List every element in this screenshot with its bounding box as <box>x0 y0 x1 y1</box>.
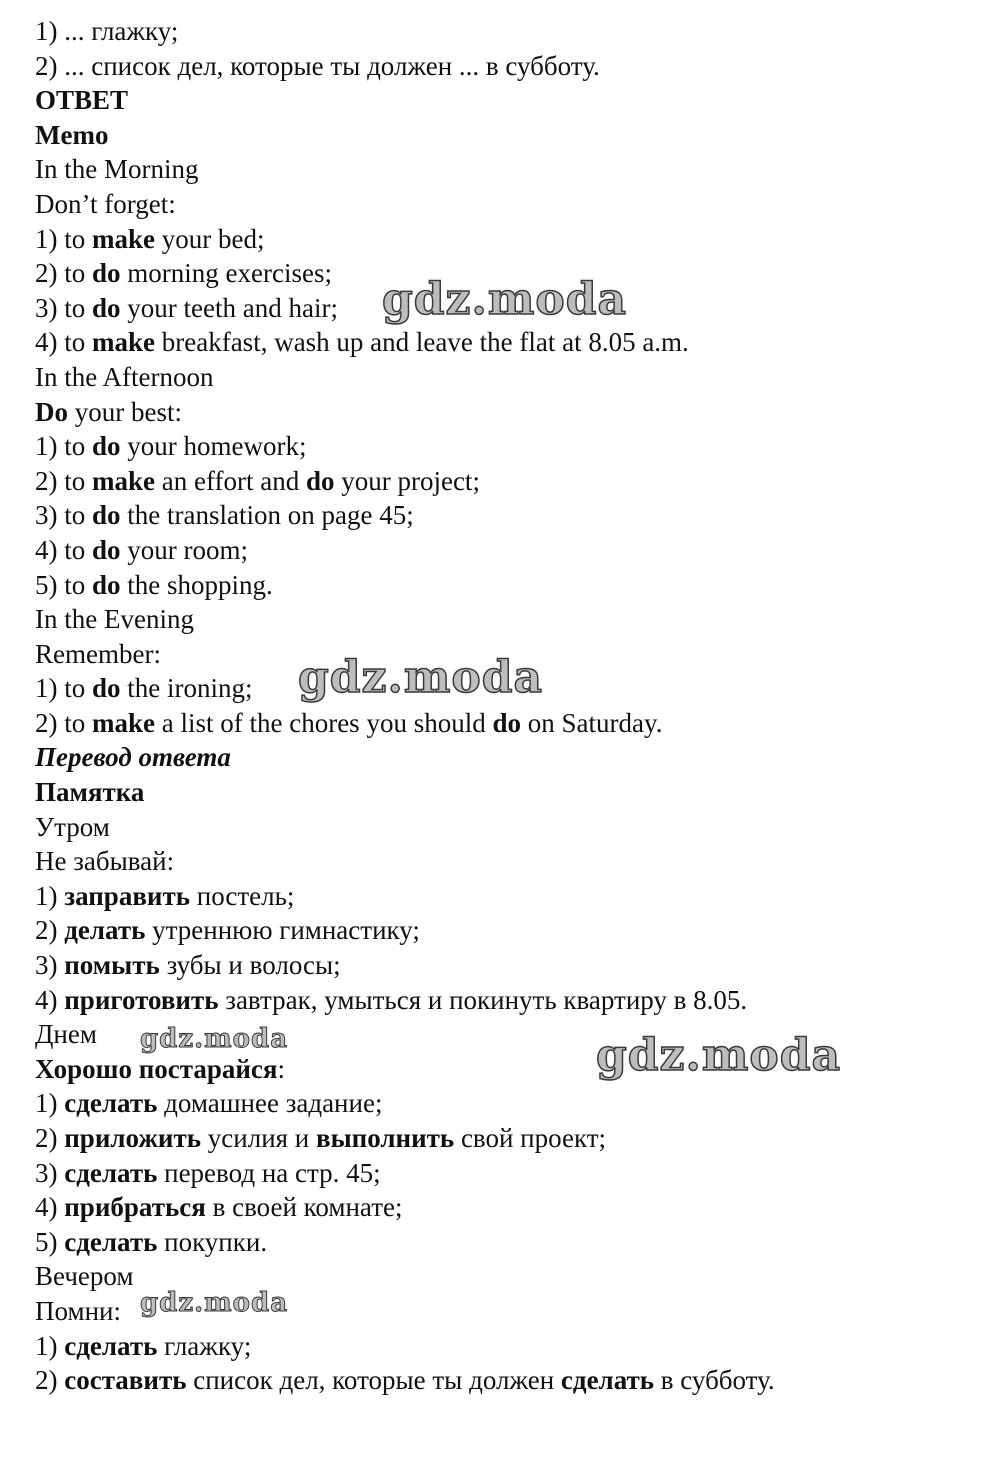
text-span: : <box>277 1053 286 1084</box>
text-span: Вечером <box>35 1261 134 1292</box>
text-span: 3) <box>35 1157 65 1188</box>
text-span: в своей комнате; <box>205 1192 403 1223</box>
text-line <box>35 395 975 430</box>
text-span: your best: <box>68 396 182 427</box>
bold-word: сделать <box>64 1226 158 1257</box>
bold-word: составить <box>64 1365 187 1396</box>
text-span: утреннюю гимнастику; <box>145 915 420 946</box>
text-span: Перевод ответа <box>35 742 231 773</box>
text-span: 1) <box>35 1330 65 1361</box>
text-span: Памятка <box>35 777 145 808</box>
bold-word: помыть <box>64 950 160 981</box>
text-line <box>35 49 975 84</box>
bold-word: do <box>92 673 121 704</box>
text-span: перевод на стр. 45; <box>157 1157 381 1188</box>
text-line <box>35 1086 975 1121</box>
bold-word: do <box>92 569 121 600</box>
text-line <box>35 706 975 741</box>
text-line <box>35 775 975 810</box>
text-span: 5) to <box>35 569 92 600</box>
text-span: 4) <box>35 984 65 1015</box>
text-line <box>35 983 975 1018</box>
text-span: список дел, которые ты должен <box>186 1365 561 1396</box>
bold-word: do <box>92 258 121 289</box>
text-line <box>35 14 975 49</box>
bold-word: do <box>492 707 521 738</box>
text-span: Remember: <box>35 638 161 669</box>
text-span: 2) <box>35 915 65 946</box>
text-span: 1) to <box>35 431 92 462</box>
watermark-logo: gdz.moda <box>140 1024 289 1054</box>
text-line <box>35 1156 975 1191</box>
bold-word: do <box>305 465 335 496</box>
text-line <box>35 464 975 499</box>
bold-word: сделать <box>64 1330 158 1361</box>
text-span: morning exercises; <box>120 258 332 289</box>
text-line <box>35 360 975 395</box>
bold-word: делать <box>64 915 146 946</box>
text-line <box>35 602 975 637</box>
watermark-logo: gdz.moda <box>140 1288 289 1318</box>
text-span: Не забывай: <box>35 846 175 877</box>
text-span: 1) to <box>35 223 92 254</box>
text-span: In the Afternoon <box>35 361 214 392</box>
text-span: Днем <box>35 1019 97 1050</box>
text-span: 2) ... список дел, которые ты должен ... в субботу. <box>35 50 600 81</box>
text-line <box>35 498 975 533</box>
text-span: the ironing; <box>120 673 253 704</box>
text-span: Утром <box>35 811 110 842</box>
text-span: your teeth and hair; <box>120 292 338 323</box>
bold-word: приготовить <box>64 984 219 1015</box>
text-span: 4) to <box>35 327 92 358</box>
text-span: 2) <box>35 1365 65 1396</box>
text-span: 2) <box>35 1123 65 1153</box>
text-line <box>35 913 975 948</box>
text-line <box>35 1329 975 1364</box>
text-span: в субботу. <box>654 1365 775 1396</box>
text-span: your project; <box>334 465 480 496</box>
text-line <box>35 740 975 775</box>
text-line <box>35 152 975 187</box>
text-span: 1) to <box>35 673 92 704</box>
text-span: завтрак, умыться и покинуть квартиру в 8.05. <box>218 984 748 1015</box>
bold-word: приложить <box>64 1123 202 1153</box>
text-span: 4) <box>35 1192 65 1223</box>
text-span: your room; <box>120 534 249 565</box>
text-span: 3) to <box>35 500 92 531</box>
text-span: 1) ... глажку; <box>35 16 179 46</box>
bold-word: make <box>92 327 155 358</box>
text-line <box>35 429 975 464</box>
watermark-logo: gdz.moda <box>298 652 544 703</box>
text-span: your homework; <box>120 431 307 462</box>
text-line <box>35 948 975 983</box>
text-line <box>35 187 975 222</box>
text-span: the shopping. <box>120 569 273 600</box>
text-span: зубы и волосы; <box>159 950 341 981</box>
text-span: Помни: <box>35 1295 121 1326</box>
text-span: an effort and <box>155 465 306 496</box>
text-span: 1) <box>35 880 65 911</box>
bold-word: сделать <box>64 1088 158 1119</box>
bold-word: do <box>92 292 121 323</box>
text-line <box>35 83 975 118</box>
text-span: 4) to <box>35 534 92 565</box>
text-span: глажку; <box>157 1330 252 1361</box>
text-span: ОТВЕТ <box>35 85 129 116</box>
text-span: усилия и <box>201 1123 317 1153</box>
text-line <box>35 844 975 879</box>
text-line <box>35 325 975 360</box>
text-span: 2) to <box>35 465 92 496</box>
text-span: breakfast, wash up and leave the flat at 8.05 a.m. <box>155 327 689 358</box>
bold-word: do <box>92 534 121 565</box>
bold-word: выполнить <box>316 1123 455 1153</box>
text-span: In the Evening <box>35 604 194 635</box>
text-span: on Saturday. <box>520 707 663 738</box>
text-span: 3) to <box>35 292 92 323</box>
text-span: постель; <box>190 880 295 911</box>
text-span: Memo <box>35 119 109 150</box>
text-span: 5) <box>35 1226 65 1257</box>
bold-word: Do <box>35 396 68 427</box>
text-line <box>35 533 975 568</box>
text-span: 2) to <box>35 707 92 738</box>
text-line <box>35 879 975 914</box>
bold-word: сделать <box>560 1365 655 1396</box>
bold-word: заправить <box>64 880 190 911</box>
text-span: Don’t forget: <box>35 188 176 219</box>
text-line <box>35 1225 975 1260</box>
text-span: In the Morning <box>35 154 199 185</box>
watermark-logo: gdz.moda <box>596 1030 842 1081</box>
bold-word: прибраться <box>64 1192 206 1223</box>
bold-word: сделать <box>64 1157 158 1188</box>
bold-word: Хорошо постарайся <box>35 1053 278 1084</box>
text-span: 2) to <box>35 258 92 289</box>
text-span: 3) <box>35 950 65 981</box>
text-line <box>35 1121 975 1156</box>
text-line <box>35 810 975 845</box>
bold-word: make <box>92 707 155 738</box>
watermark-logo: gdz.moda <box>382 274 628 325</box>
text-line <box>35 1190 975 1225</box>
document-page <box>35 14 975 1398</box>
text-span: покупки. <box>157 1226 268 1257</box>
text-line <box>35 222 975 257</box>
text-span: домашнее задание; <box>157 1088 383 1119</box>
text-span: 1) <box>35 1088 65 1119</box>
bold-word: make <box>92 223 155 254</box>
text-span: the translation on page 45; <box>120 500 414 531</box>
text-span: свой проект; <box>454 1123 607 1153</box>
text-line <box>35 118 975 153</box>
text-span: your bed; <box>155 223 265 254</box>
text-line <box>35 568 975 603</box>
bold-word: make <box>92 465 155 496</box>
bold-word: do <box>92 500 121 531</box>
bold-word: do <box>92 431 121 462</box>
text-line <box>35 1363 975 1398</box>
text-span: a list of the chores you should <box>155 707 493 738</box>
